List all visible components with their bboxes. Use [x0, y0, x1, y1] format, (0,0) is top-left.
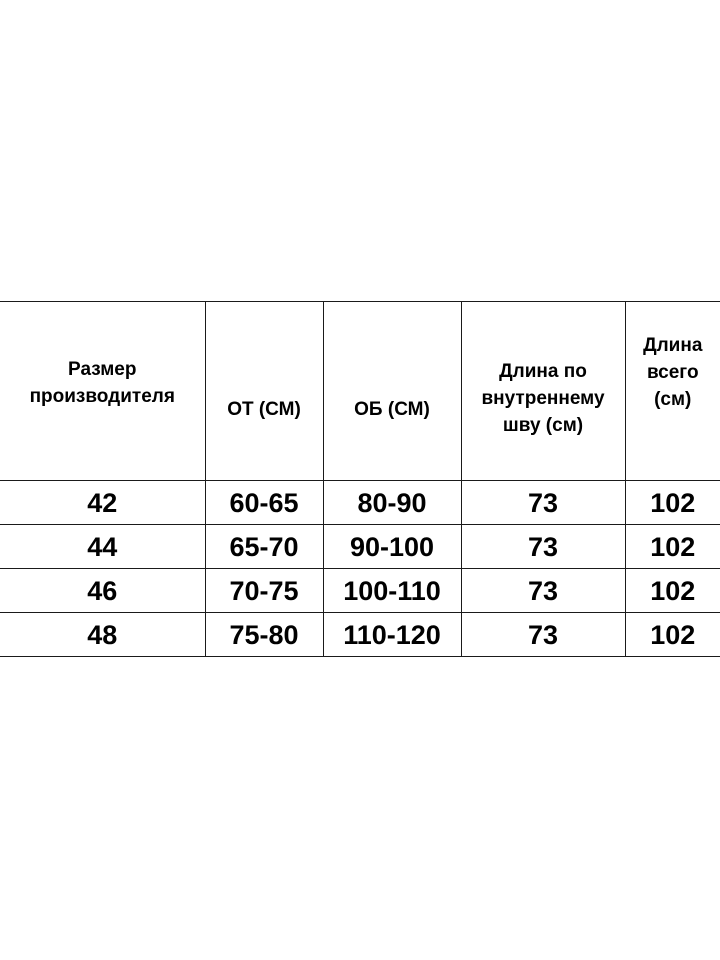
cell-waist: 70-75: [205, 569, 323, 613]
cell-size: 42: [0, 481, 205, 525]
header-hips: ОБ (СМ): [323, 302, 461, 481]
header-manufacturer-size: Размер производителя: [0, 302, 205, 481]
cell-hips: 90-100: [323, 525, 461, 569]
cell-total-length: 102: [625, 569, 720, 613]
header-total-length: Длина всего (см): [625, 302, 720, 481]
cell-total-length: 102: [625, 613, 720, 657]
header-inseam-length: Длина по внутреннему шву (см): [461, 302, 625, 481]
cell-hips: 80-90: [323, 481, 461, 525]
table-header-row: [0, 302, 720, 481]
cell-size: 44: [0, 525, 205, 569]
cell-waist: 75-80: [205, 613, 323, 657]
cell-hips: 110-120: [323, 613, 461, 657]
cell-total-length: 102: [625, 525, 720, 569]
cell-inseam: 73: [461, 569, 625, 613]
table-row: [0, 481, 720, 525]
header-waist: ОТ (СМ): [205, 302, 323, 481]
cell-inseam: 73: [461, 525, 625, 569]
table-row: [0, 613, 720, 657]
cell-hips: 100-110: [323, 569, 461, 613]
cell-waist: 60-65: [205, 481, 323, 525]
cell-total-length: 102: [625, 481, 720, 525]
cell-size: 46: [0, 569, 205, 613]
cell-inseam: 73: [461, 481, 625, 525]
table-row: [0, 525, 720, 569]
table-row: [0, 569, 720, 613]
cell-size: 48: [0, 613, 205, 657]
size-chart-table: [0, 301, 720, 657]
cell-waist: 65-70: [205, 525, 323, 569]
cell-inseam: 73: [461, 613, 625, 657]
